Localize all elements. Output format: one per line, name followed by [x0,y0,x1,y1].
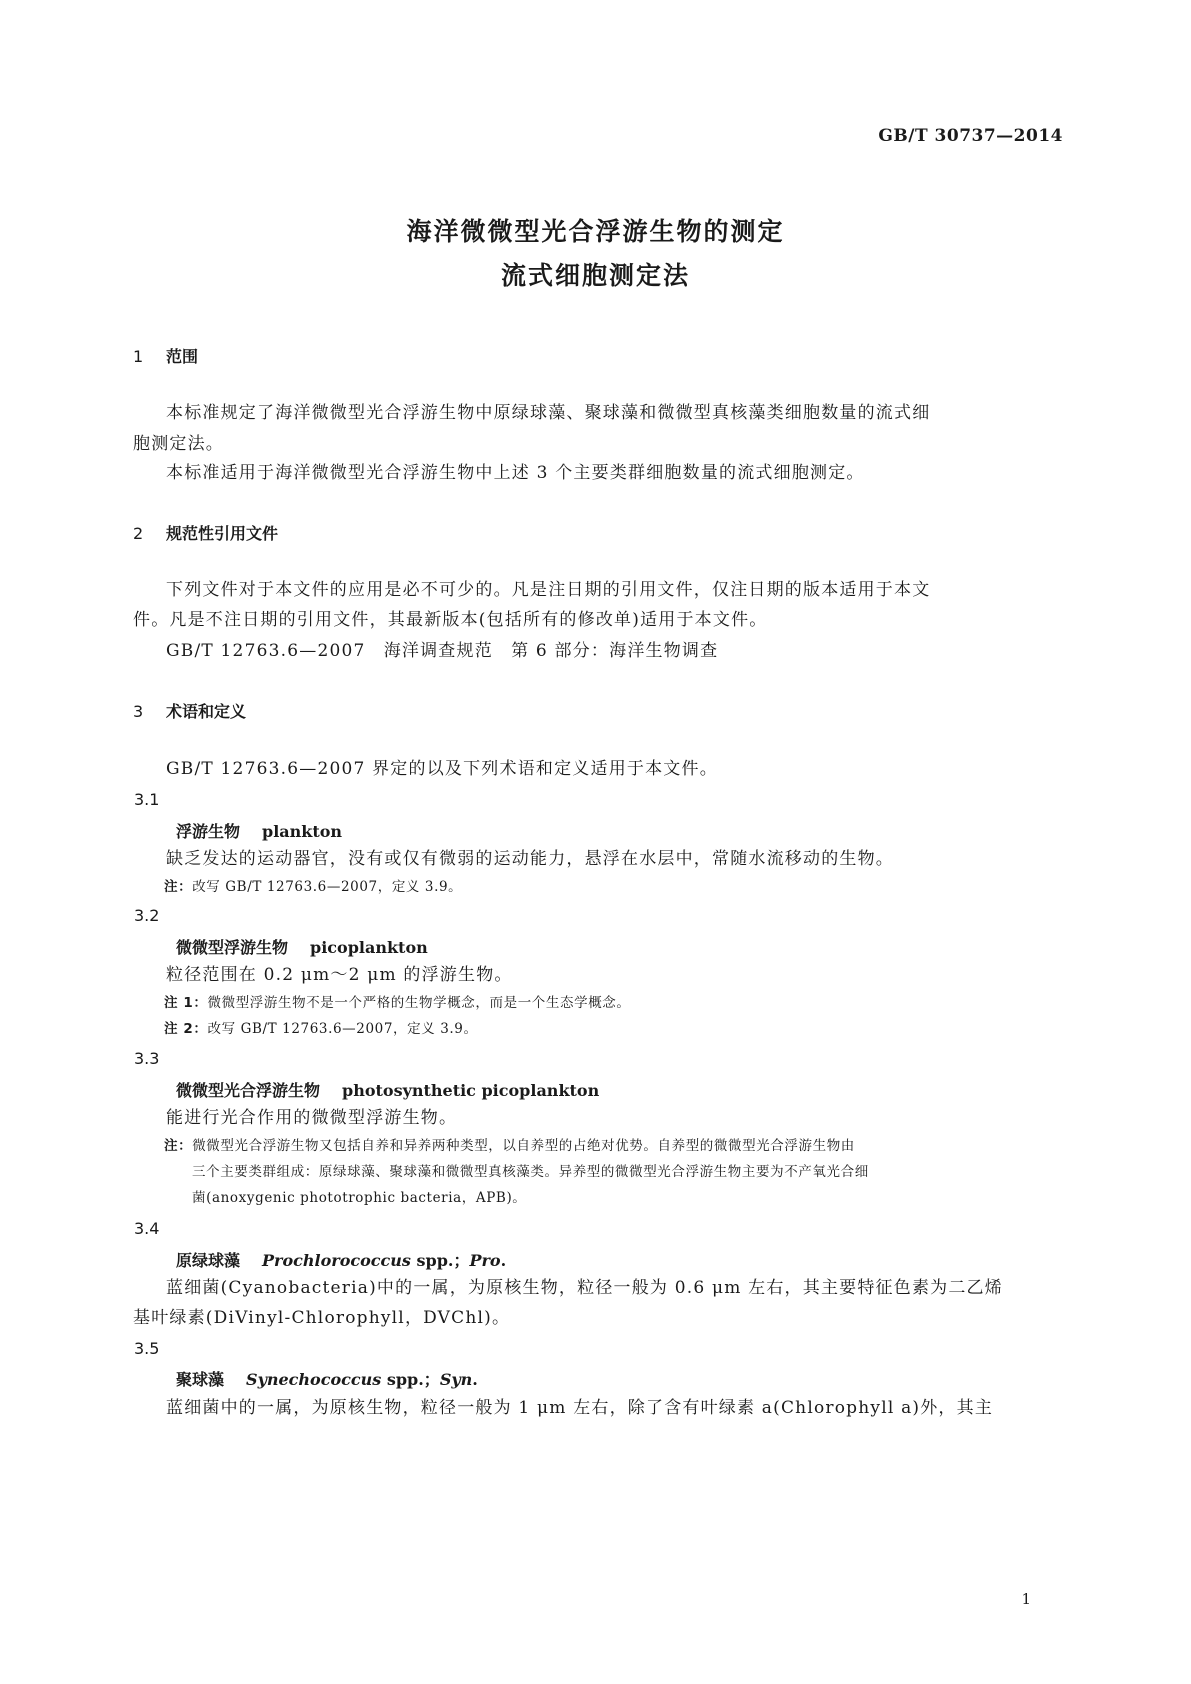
term-note-line-2: 三个主要类群组成：原绿球藻、聚球藻和微微型真核藻类。异养型的微微型光合浮游生物主要为不产氧光合细 [192,1164,869,1180]
note-label: 注 1： [164,995,208,1011]
note-label: 注： [164,1138,193,1154]
section-title: 规范性引用文件 [166,524,279,543]
clause-number: 3.4 [134,1219,160,1238]
section-number: 1 [133,347,144,366]
terms-intro: GB/T 12763.6—2007 界定的以及下列术语和定义适用于本文件。 [166,759,718,779]
term-en: plankton [262,822,343,841]
term-zh: 聚球藻 [176,1370,225,1389]
clause-number: 3.3 [134,1049,160,1068]
term-entry [176,1078,599,1101]
term-note-line-3: 菌(anoxygenic phototrophic bacteria，APB)。 [192,1190,527,1206]
term-definition-line-2: 基叶绿素(DiVinyl-Chlorophyll，DVChl)。 [133,1308,511,1328]
term-genus: Prochlorococcus [262,1251,411,1270]
section-heading-terms [133,699,246,722]
note-text: 改写 GB/T 12763.6—2007，定义 3.9。 [192,879,463,895]
term-zh: 微微型浮游生物 [176,938,289,957]
term-definition: 粒径范围在 0.2 μm～2 μm 的浮游生物。 [166,965,513,985]
clause-number: 3.5 [134,1339,160,1358]
term-en: Synechococcus spp.；Syn. [246,1370,478,1389]
references-paragraph-line-2: 件。凡是不注日期的引用文件，其最新版本(包括所有的修改单)适用于本文件。 [133,610,768,630]
term-note [164,1016,478,1042]
term-definition: 能进行光合作用的微微型浮游生物。 [166,1108,458,1128]
term-spp: spp.； [386,1370,440,1389]
term-definition-line-1: 蓝细菌中的一属，为原核生物，粒径一般为 1 μm 左右，除了含有叶绿素 a(Chlorophyll a)外，其主 [166,1398,994,1418]
term-entry [176,1367,478,1390]
note-label: 注 2： [164,1021,208,1037]
term-entry [176,1248,506,1271]
note-text: 微微型浮游生物不是一个严格的生物学概念，而是一个生态学概念。 [207,995,631,1011]
note-label: 注： [164,879,193,895]
term-spp: spp.； [416,1251,470,1270]
scope-paragraph-2: 本标准适用于海洋微微型光合浮游生物中上述 3 个主要类群细胞数量的流式细胞测定。 [166,463,865,483]
note-text: 改写 GB/T 12763.6—2007，定义 3.9。 [207,1021,478,1037]
standard-code: GB/T 30737—2014 [878,126,1063,146]
clause-number: 3.1 [134,790,160,809]
section-heading-scope [133,344,198,367]
section-number: 3 [133,702,144,721]
term-abbr: Pro [469,1251,501,1270]
section-title: 范围 [166,347,199,366]
term-definition: 缺乏发达的运动器官，没有或仅有微弱的运动能力，悬浮在水层中，常随水流移动的生物。 [166,849,894,869]
scope-paragraph-1-line-2: 胞测定法。 [133,434,224,454]
term-en: photosynthetic picoplankton [342,1081,600,1100]
term-zh: 微微型光合浮游生物 [176,1081,321,1100]
note-text: 微微型光合浮游生物又包括自养和异养两种类型，以自养型的占绝对优势。自养型的微微型光合浮游生物由 [192,1138,855,1154]
term-entry [176,819,342,842]
term-note [164,990,631,1016]
term-note-line-1 [164,1133,855,1159]
reference-entry: GB/T 12763.6—2007 海洋调查规范 第 6 部分：海洋生物调查 [166,641,719,661]
term-zh: 浮游生物 [176,822,241,841]
document-title-line-2: 流式细胞测定法 [500,261,690,290]
section-title: 术语和定义 [166,702,247,721]
term-definition-line-1: 蓝细菌(Cyanobacteria)中的一属，为原核生物，粒径一般为 0.6 μm 左右，其主要特征色素为二乙烯 [166,1278,1003,1298]
term-en: Prochlorococcus spp.；Pro. [262,1251,507,1270]
section-heading-normative-references [133,521,278,544]
section-number: 2 [133,524,144,543]
term-entry [176,935,428,958]
page-number: 1 [1021,1590,1031,1608]
scope-paragraph-1-line-1: 本标准规定了海洋微微型光合浮游生物中原绿球藻、聚球藻和微微型真核藻类细胞数量的流式细 [166,403,931,423]
document-title-line-1: 海洋微微型光合浮游生物的测定 [406,217,785,246]
term-zh: 原绿球藻 [176,1251,241,1270]
term-note [164,874,462,900]
term-en: picoplankton [310,938,428,957]
term-genus: Synechococcus [246,1370,382,1389]
references-paragraph-line-1: 下列文件对于本文件的应用是必不可少的。凡是注日期的引用文件，仅注日期的版本适用于本文 [166,580,931,600]
term-abbr: Syn [439,1370,473,1389]
clause-number: 3.2 [134,906,160,925]
